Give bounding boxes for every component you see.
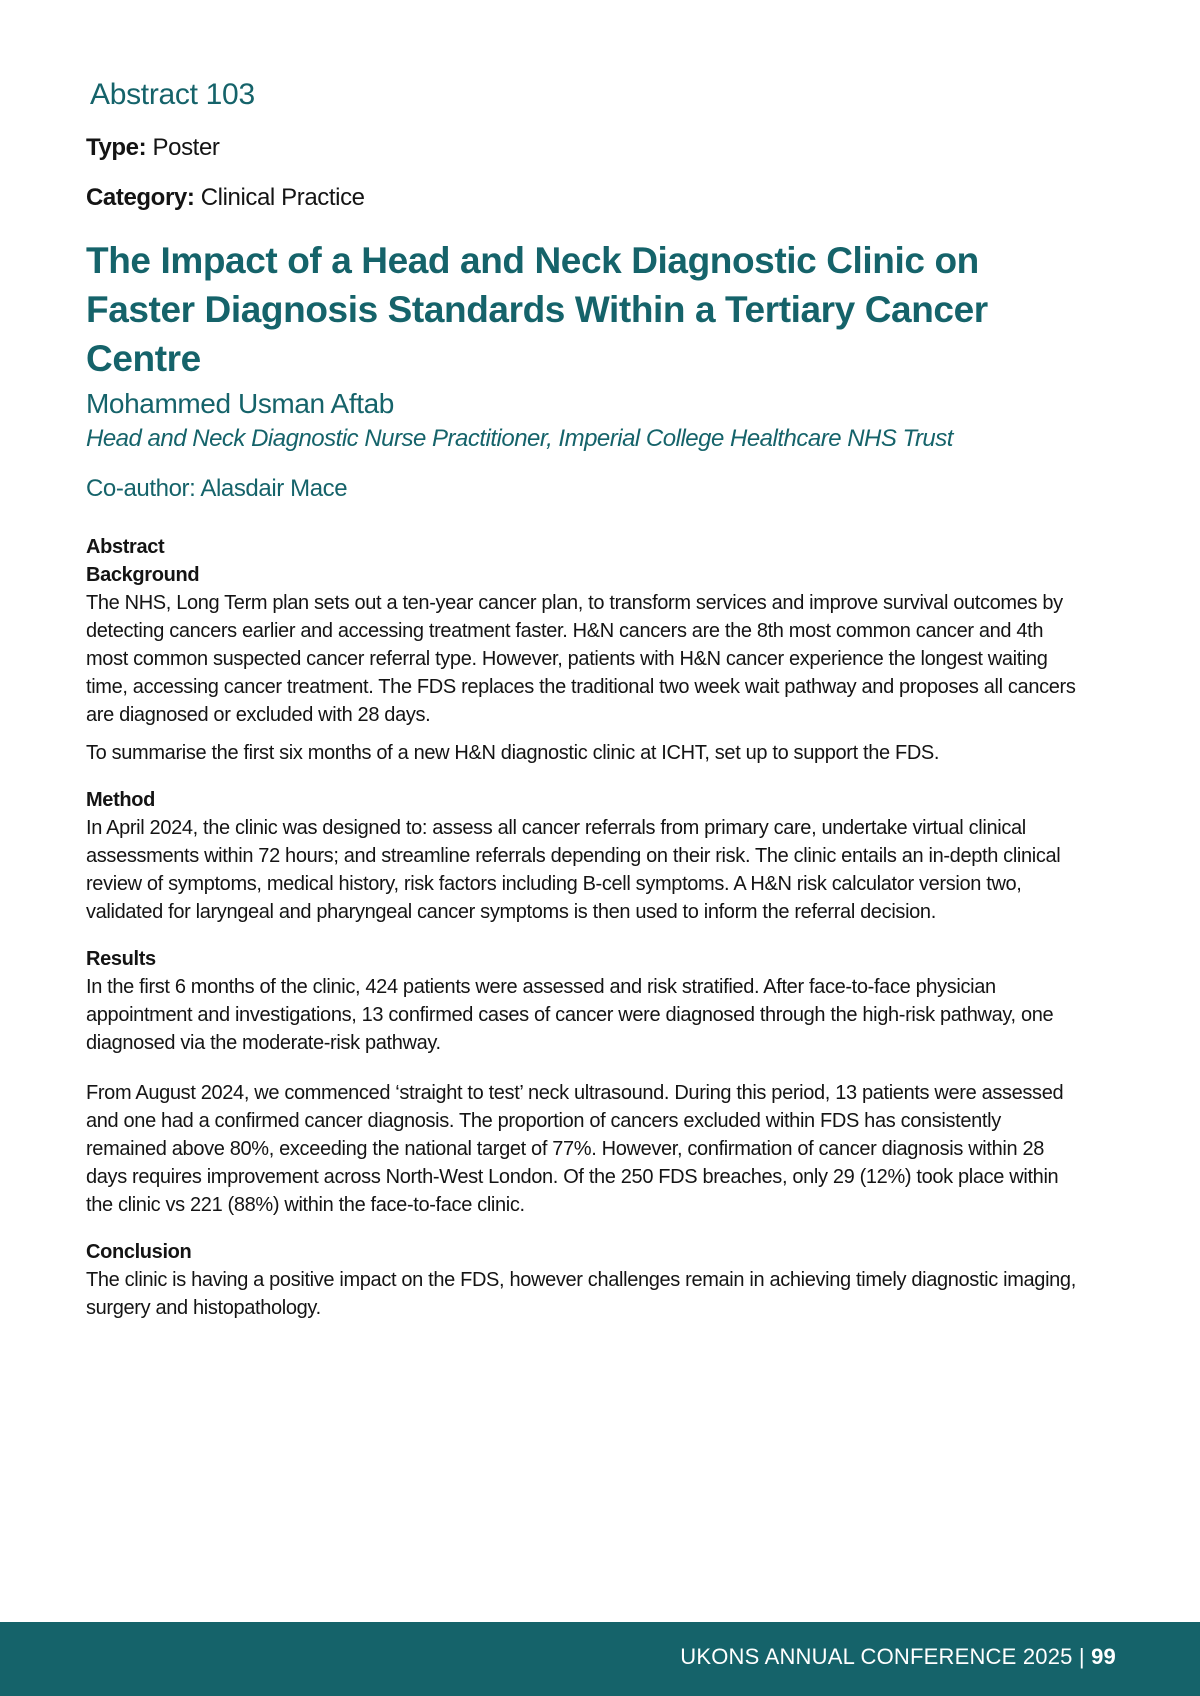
coauthor: Co-author: Alasdair Mace [86,475,348,502]
conclusion-paragraph: The clinic is having a positive impact on the FDS, however challenges remain in achieving timely diagnostic imaging, surgery and histopathology. [86,1269,1076,1319]
footer-separator: | [1072,1644,1092,1669]
objective-paragraph: To summarise the first six months of a new H&N diagnostic clinic at ICHT, set up to support the FDS. [86,742,940,764]
page-footer [0,1622,1200,1696]
background-heading: Background [86,564,200,586]
article-title: The Impact of a Head and Neck Diagnostic Clinic on Faster Diagnosis Standards Within a Tertiary Cancer Centre [86,240,988,379]
abstract-number: Abstract 103 [90,78,255,111]
conference-name: UKONS ANNUAL CONFERENCE 2025 [680,1644,1073,1669]
page-number: 99 [1091,1644,1116,1669]
results-paragraph-2: From August 2024, we commenced ‘straight to test’ neck ultrasound. During this period, 13 patients were assessed and one had a confirmed cancer diagnosis. The proportion of cancers excluded within FDS has consistently remained above 80%, exceeding the national target of 77%. However, confirmation of cancer diagnosis within 28 days requires improvement across North-West London. Of the 250 FDS breaches, only 29 (12%) took place within the clinic vs 221 (88%) within the face-to-face clinic. [86,1082,1064,1216]
results-paragraph: In the first 6 months of the clinic, 424 patients were assessed and risk stratified. After face-to-face physician appointment and investigations, 13 confirmed cases of cancer were diagnosed through the high-risk pathway, one diagnosed via the moderate-risk pathway. [86,976,1054,1054]
category-value: Clinical Practice [200,184,365,211]
author-name: Mohammed Usman Aftab [86,388,394,419]
conclusion-heading: Conclusion [86,1241,192,1263]
type-value: Poster [152,134,220,161]
abstract-heading: Abstract [86,536,165,558]
abstract-body [86,533,1086,1322]
category-line [86,184,365,212]
method-heading: Method [86,789,155,811]
author-affiliation: Head and Neck Diagnostic Nurse Practitioner, Imperial College Healthcare NHS Trust [86,425,953,452]
results-heading: Results [86,948,156,970]
footer-text [680,1644,1116,1670]
type-label: Type: [86,134,147,161]
type-line [86,134,219,162]
method-paragraph: In April 2024, the clinic was designed to: assess all cancer referrals from primary care, undertake virtual clinical assessments within 72 hours; and streamline referrals depending on their risk. The clinic entails an in-depth clinical review of symptoms, medical history, risk factors including B-cell symptoms. A H&N risk calculator version two, validated for laryngeal and pharyngeal cancer symptoms is then used to inform the referral decision. [86,817,1061,923]
background-paragraph: The NHS, Long Term plan sets out a ten-year cancer plan, to transform services and improve survival outcomes by detecting cancers earlier and accessing treatment faster. H&N cancers are the 8th most common cancer and 4th most common suspected cancer referral type. However, patients with H&N cancer experience the longest waiting time, accessing cancer treatment. The FDS replaces the traditional two week wait pathway and proposes all cancers are diagnosed or excluded with 28 days. [86,592,1076,726]
category-label: Category: [86,184,195,211]
